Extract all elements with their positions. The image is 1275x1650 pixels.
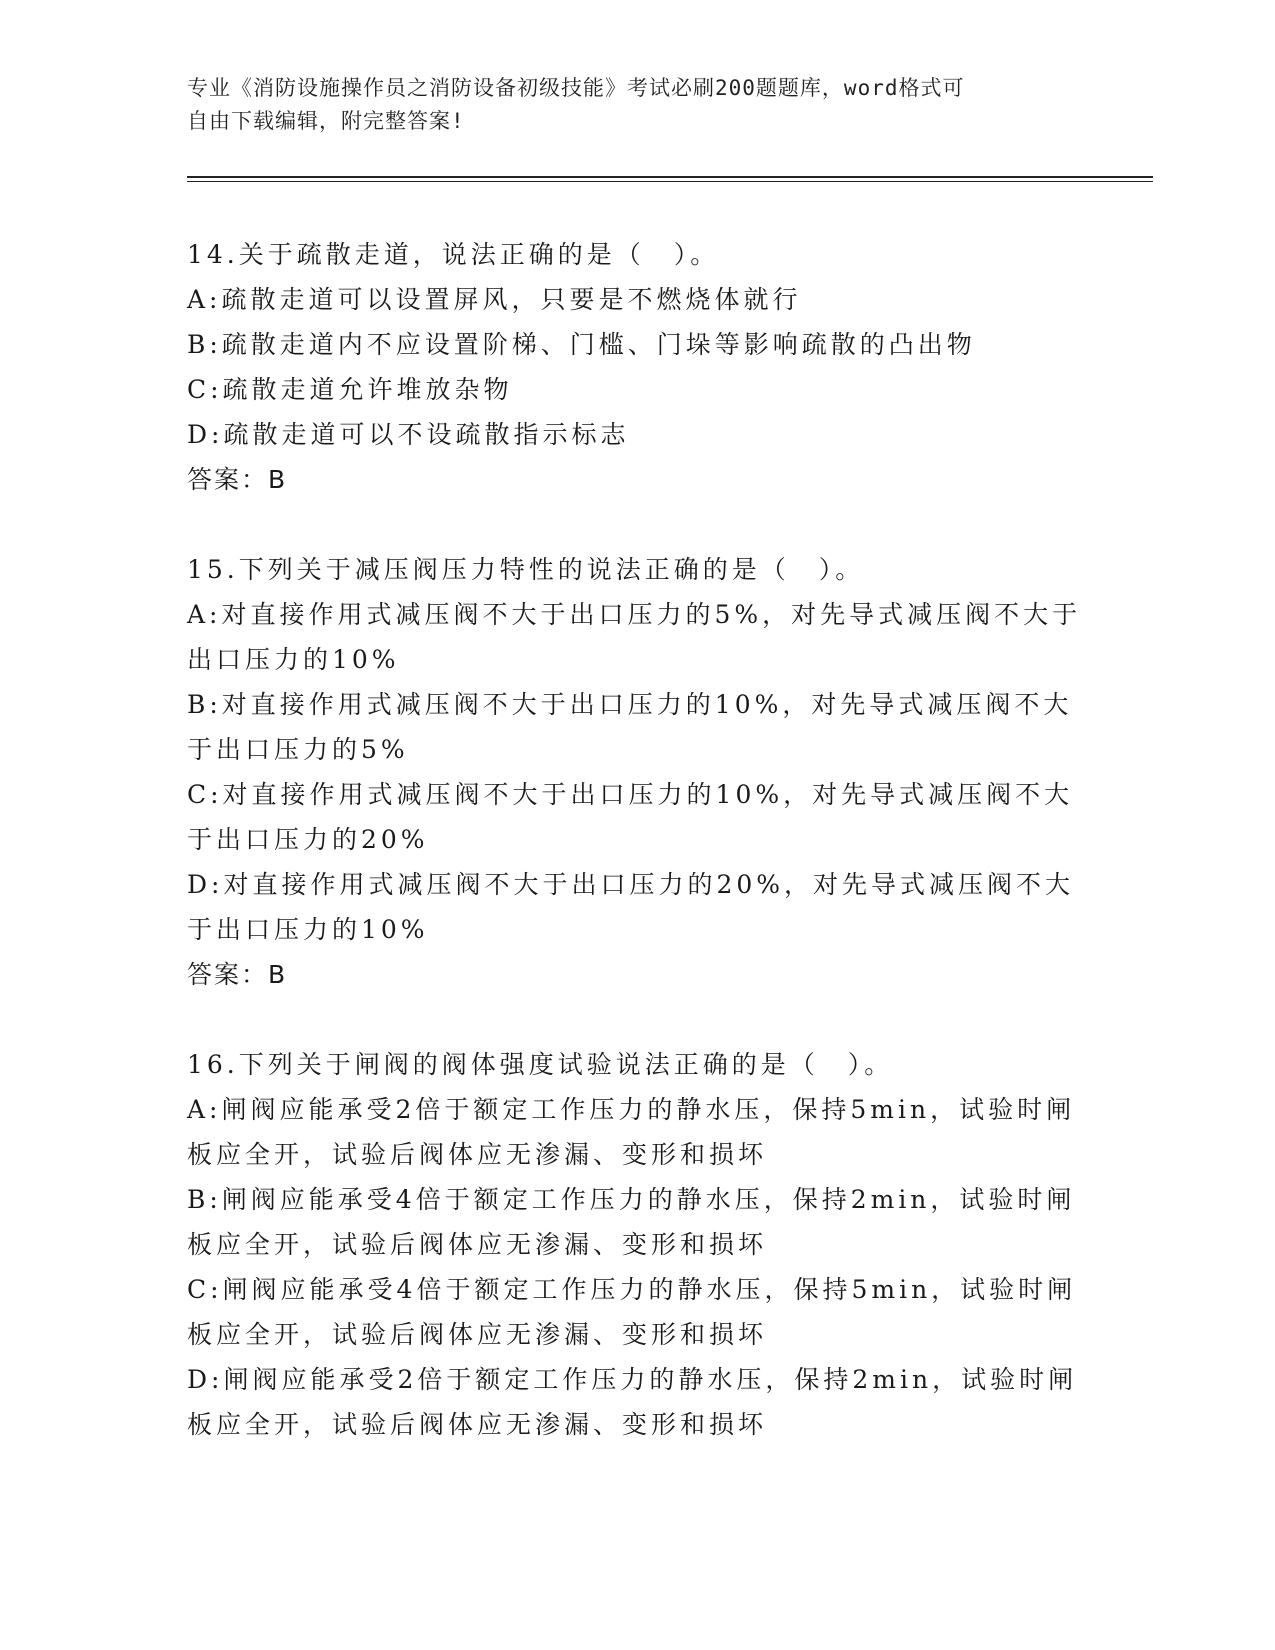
- option-d: [187, 1357, 1087, 1447]
- question-stem: 14.关于疏散走道，说法正确的是（ ）。: [187, 240, 720, 269]
- option-text-line-2: 出口压力的10%: [187, 645, 400, 674]
- question-stem: 16.下列关于闸阀的阀体强度试验说法正确的是（ ）。: [187, 1050, 894, 1079]
- answer-label: 答案：B: [187, 465, 288, 494]
- option-c: [187, 367, 1087, 412]
- option-text-line-2: 板应全开，试验后阀体应无渗漏、变形和损坏: [187, 1140, 768, 1169]
- option-text: A:疏散走道可以设置屏风，只要是不燃烧体就行: [187, 285, 802, 314]
- header-title-line-1: 专业《消防设施操作员之消防设备初级技能》考试必刷200题题库，word格式可: [187, 76, 965, 100]
- option-a: [187, 592, 1087, 682]
- option-text-line-2: 于出口压力的5%: [187, 735, 409, 764]
- header-title-line-2: 自由下载编辑，附完整答案!: [187, 109, 465, 133]
- option-c: [187, 1267, 1087, 1357]
- option-text-line-1: A:闸阀应能承受2倍于额定工作压力的静水压，保持5min，试验时闸: [187, 1095, 1076, 1124]
- option-c: [187, 772, 1087, 862]
- option-text-line-1: B:闸阀应能承受4倍于额定工作压力的静水压，保持2min，试验时闸: [187, 1185, 1076, 1214]
- option-b: [187, 322, 1087, 367]
- option-text-line-2: 板应全开，试验后阀体应无渗漏、变形和损坏: [187, 1410, 768, 1439]
- questions-list: [187, 232, 1087, 1492]
- option-text-line-1: B:对直接作用式减压阀不大于出口压力的10%，对先导式减压阀不大: [187, 690, 1073, 719]
- document-header: [187, 72, 1087, 138]
- header-divider: [187, 176, 1153, 178]
- header-divider-thin: [187, 181, 1153, 182]
- option-text-line-1: D:闸阀应能承受2倍于额定工作压力的静水压，保持2min，试验时闸: [187, 1365, 1078, 1394]
- answer-label: 答案：B: [187, 960, 288, 989]
- option-a: [187, 277, 1087, 322]
- question-14: [187, 232, 1087, 502]
- option-d: [187, 412, 1087, 457]
- option-a: [187, 1087, 1087, 1177]
- option-text-line-1: C:对直接作用式减压阀不大于出口压力的10%，对先导式减压阀不大: [187, 780, 1074, 809]
- option-text: D:疏散走道可以不设疏散指示标志: [187, 420, 630, 449]
- option-text-line-1: C:闸阀应能承受4倍于额定工作压力的静水压，保持5min，试验时闸: [187, 1275, 1077, 1304]
- option-text-line-2: 板应全开，试验后阀体应无渗漏、变形和损坏: [187, 1320, 768, 1349]
- option-d: [187, 862, 1087, 952]
- option-text-line-2: 于出口压力的10%: [187, 915, 429, 944]
- question-16: [187, 1042, 1087, 1447]
- option-text: C:疏散走道允许堆放杂物: [187, 375, 513, 404]
- question-stem: 15.下列关于减压阀压力特性的说法正确的是（ ）。: [187, 555, 865, 584]
- option-text-line-1: D:对直接作用式减压阀不大于出口压力的20%，对先导式减压阀不大: [187, 870, 1075, 899]
- option-b: [187, 1177, 1087, 1267]
- question-15: [187, 547, 1087, 997]
- option-text: B:疏散走道内不应设置阶梯、门槛、门垛等影响疏散的凸出物: [187, 330, 976, 359]
- option-text-line-2: 板应全开，试验后阀体应无渗漏、变形和损坏: [187, 1230, 768, 1259]
- option-text-line-2: 于出口压力的20%: [187, 825, 429, 854]
- option-text-line-1: A:对直接作用式减压阀不大于出口压力的5%，对先导式减压阀不大于: [187, 600, 1082, 629]
- option-b: [187, 682, 1087, 772]
